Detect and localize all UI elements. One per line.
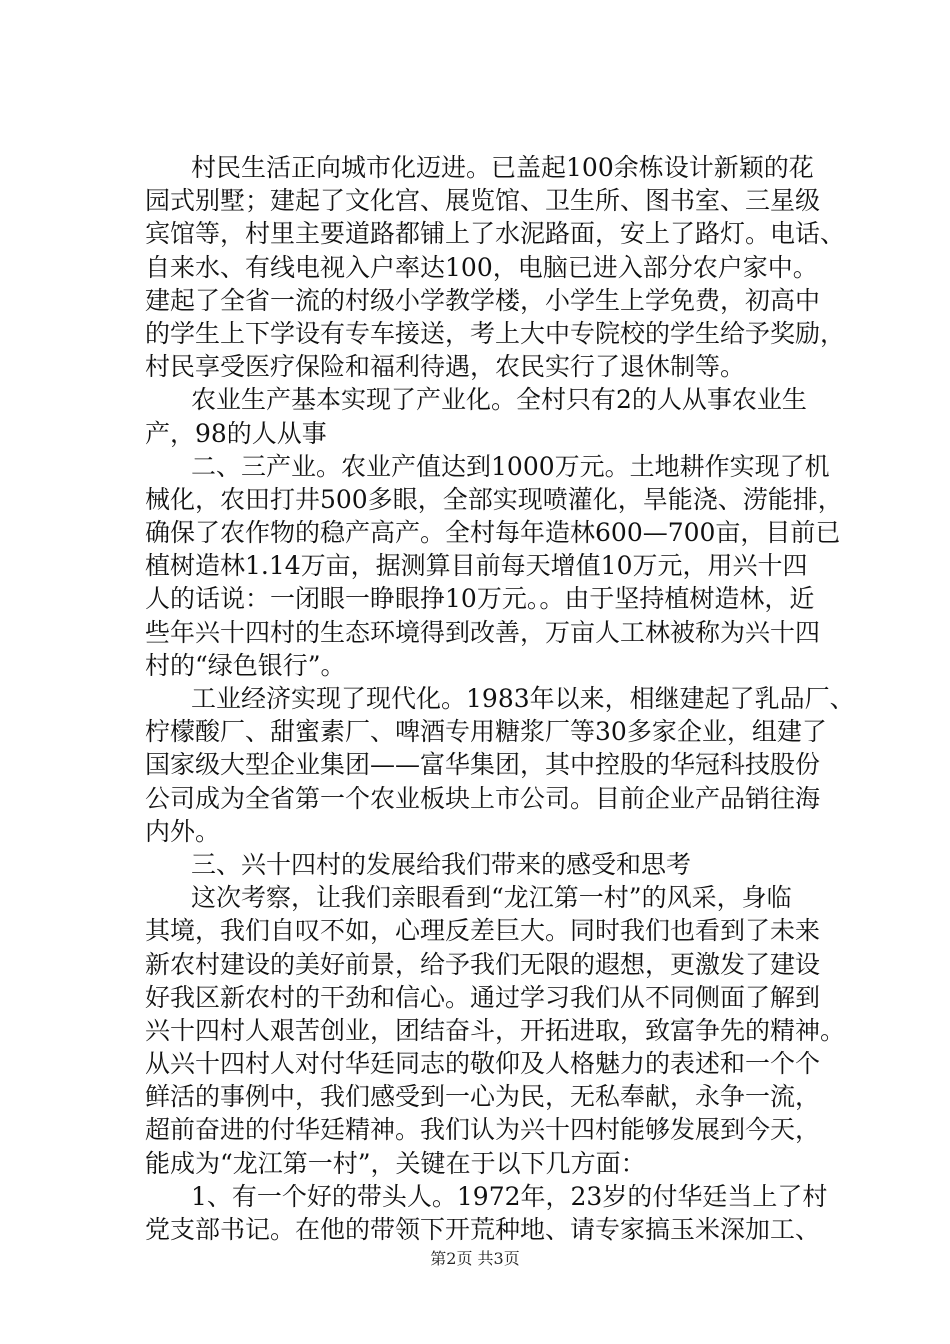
text-line: 好我区新农村的干劲和信心。通过学习我们从不同侧面了解到 — [145, 982, 821, 1012]
text-line: 柠檬酸厂、甜蜜素厂、啤酒专用糖浆厂等30多家企业，组建了 — [145, 717, 827, 747]
text-line: 国家级大型企业集团——富华集团，其中控股的华冠科技股份 — [145, 750, 821, 780]
text-line: 党支部书记。在他的带领下开荒种地、请专家搞玉米深加工、 — [145, 1215, 821, 1244]
text-line: 新农村建设的美好前景，给予我们无限的遐想，更激发了建设 — [145, 949, 821, 979]
text-line: 人的话说：一闭眼一睁眼挣10万元。。由于坚持植树造林，近 — [145, 584, 815, 614]
text-line: 内外。 — [145, 816, 221, 846]
page-footer: 第2页 共3页 — [430, 1249, 520, 1268]
text-line: 村民享受医疗保险和福利待遇，农民实行了退休制等。 — [145, 352, 746, 382]
text-line: 植树造林1.14万亩，据测算目前每天增值10万元，用兴十四 — [145, 551, 808, 581]
text-line: 宾馆等，村里主要道路都铺上了水泥路面，安上了路灯。电话、 — [145, 219, 846, 249]
text-line: 超前奋进的付华廷精神。我们认为兴十四村能够发展到今天， — [145, 1115, 821, 1145]
text-line: 园式别墅；建起了文化宫、展览馆、卫生所、图书室、三星级 — [145, 186, 821, 216]
text-line: 1、有一个好的带头人。1972年，23岁的付华廷当上了村 — [191, 1181, 828, 1211]
text-line: 械化，农田打井500多眼，全部实现喷灌化，旱能浇、涝能排， — [145, 484, 843, 514]
text-line: 自来水、有线电视入户率达100，电脑已进入部分农户家中。 — [145, 252, 818, 282]
text-line: 村民生活正向城市化迈进。已盖起100余栋设计新颖的花 — [191, 153, 814, 182]
text-line: 二、三产业。农业产值达到1000万元。土地耕作实现了机 — [191, 451, 830, 481]
text-line: 其境，我们自叹不如，心理反差巨大。同时我们也看到了未来 — [145, 916, 821, 946]
text-line: 的学生上下学设有专车接送，考上大中专院校的学生给予奖励， — [145, 318, 846, 348]
text-line: 农业生产基本实现了产业化。全村只有2的人从事农业生 — [191, 385, 807, 415]
text-line: 从兴十四村人对付华廷同志的敬仰及人格魅力的表述和一个个 — [145, 1049, 821, 1079]
text-line: 确保了农作物的稳产高产。全村每年造林600—700亩，目前已 — [145, 518, 841, 548]
text-line: 村的“绿色银行”。 — [145, 650, 346, 680]
text-line: 鲜活的事例中，我们感受到一心为民，无私奉献，永争一流， — [145, 1082, 821, 1112]
text-line: 产，98的人从事 — [145, 418, 327, 448]
text-line: 兴十四村人艰苦创业，团结奋斗，开拓进取，致富争先的精神。 — [145, 1015, 846, 1045]
text-line: 这次考察，让我们亲眼看到“龙江第一村”的风采，身临 — [191, 883, 792, 913]
text-line: 公司成为全省第一个农业板块上市公司。目前企业产品销往海 — [145, 783, 821, 813]
section-heading: 三、兴十四村的发展给我们带来的感受和思考 — [191, 849, 692, 879]
text-line: 些年兴十四村的生态环境得到改善，万亩人工林被称为兴十四 — [145, 617, 821, 647]
document-body — [145, 151, 855, 1246]
text-line: 能成为“龙江第一村”，关键在于以下几方面： — [145, 1148, 646, 1178]
text-line: 工业经济实现了现代化。1983年以来，相继建起了乳品厂、 — [191, 684, 855, 713]
text-line: 建起了全省一流的村级小学教学楼，小学生上学免费，初高中 — [145, 285, 821, 315]
